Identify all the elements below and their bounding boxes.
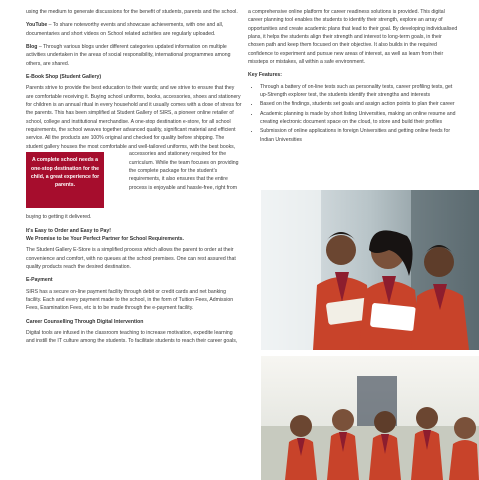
career-tool-paragraph: a comprehensive online platform for career readiness solutions is provided. This digital career planning tool enables the students to identify their strength, explore an array of opportunities and create academic plans that lead to their goal. By developing individualised plans, it helps the students align their strength and interest to long-term goals, in their chosen path and keep them focused on their objective. It also builds in the required confidence to experiment and pursue new areas of interest, as well as learn from their missteps or mistakes, all within a safe environment. — [248, 9, 458, 66]
intro-paragraph: using the medium to generate discussions for the benefit of students, parents and the school. — [26, 9, 238, 15]
ebook-continued: accessories and stationery required for the curriculum. While the team focuses on providing the complete package for the student's requirements, it also ensures that the entire process is enjoyable and hassle-free, right from — [129, 151, 239, 191]
career-heading: Career Counselling Through Digital Intervention — [26, 318, 144, 325]
features-heading: Key Features: — [248, 72, 282, 79]
feature-item: • Academic planning is made by short listing Universities, making an online resume and creating electronic document space on the cloud, to store and build their profiles — [260, 110, 458, 127]
youtube-text: – To share noteworthy events and showcase achievements, with one and all, documentaries and short videos on School related activities are regularly uploaded. — [26, 22, 224, 37]
callout-row — [26, 150, 242, 218]
easy-heading-1: It's Easy to Order and Easy to Pay! — [26, 227, 111, 234]
blog-title: Blog — [26, 44, 38, 51]
feature-item: • Through a battery of on-line tests such as personality tests, career profiling tests, get up-Strength explorer test, the students identify their strengths and interests — [260, 83, 458, 100]
left-column — [26, 8, 242, 351]
callout-box: A complete school needs a one-stop destination for the child, a great experience for parents. — [26, 152, 104, 208]
students-group-illustration — [261, 356, 479, 480]
feature-item: • Based on the findings, students set goals and assign action points to plan their career — [260, 100, 458, 108]
ebook-end: buying to getting it delivered. — [26, 214, 92, 221]
career-paragraph: Digital tools are infused in the classroom teaching to increase motivation, expedite learning and instill the IT culture among the students. To facilitate students to reach their career goals, — [26, 329, 238, 345]
students-reading-illustration — [261, 190, 479, 350]
easy-paragraph: The Student Gallery E-Store is a simplified process which allows the parent to order at their convenience and comfort, with no queues at the school premises. One can rest assured that quality products reach the desired destination. — [26, 247, 236, 270]
students-group-photo — [261, 356, 479, 480]
ebook-paragraph: Parents strive to provide the best education to their wards; and we strive to ensure that they are comfortable receiving it. Buying school uniforms, books, accessories, shoes and stationery for children is an annual ritual in every household and it usually comes with a dose of stress for the parents. This has been simplified at Student Gallery of SIRS, a pioneer online retailer of school, college and institutional merchandise. A one-stop destination e-store, for all school requirements, the school weaves together advanced quality, significant material and efficient service. All the products are 100% original and checked for quality before shipping. The student gallery houses the most comfortable and well-tailored uniforms, with the best books, — [26, 85, 242, 150]
youtube-title: YouTube — [26, 22, 48, 29]
blog-text: – Through various blogs under different categories updated information on multiple activities undertaken in the areas of social responsibility, international programmes among others, are shared. — [26, 44, 231, 67]
feature-item: • Submission of online applications in foreign Universities and getting online feeds for Indian Universities — [260, 127, 458, 144]
blog-paragraph — [26, 43, 242, 68]
students-reading-photo — [261, 190, 479, 350]
features-list — [248, 83, 458, 144]
right-column — [248, 8, 458, 148]
ebook-heading: E-Book Shop (Student Gallery) — [26, 74, 102, 81]
epay-heading: E-Payment — [26, 277, 53, 284]
easy-heading-2: We Promise to be Your Perfect Partner for School Requirements. — [26, 235, 184, 242]
youtube-paragraph — [26, 21, 242, 38]
epay-paragraph: SIRS has a secure on-line payment facility through debit or credit cards and net banking facility. Each and every payment made to the school, in the form of Tuition Fees, Admission Fees, Examination Fees, etc is to be made through the e-payment facility. — [26, 288, 234, 312]
